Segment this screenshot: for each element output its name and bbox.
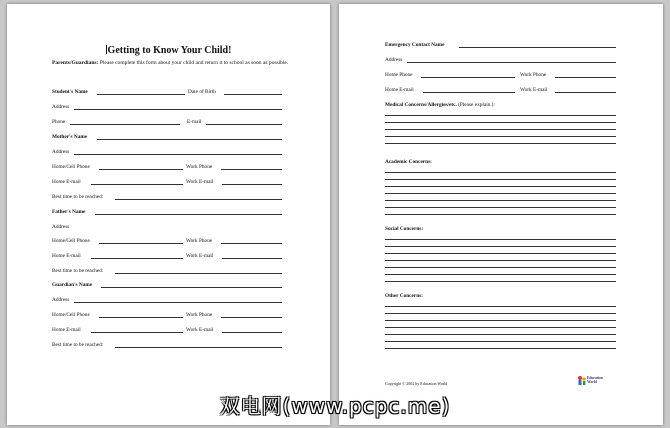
father-work-phone-line[interactable] [221, 243, 282, 244]
student-name-line[interactable] [97, 94, 185, 95]
emergency-home-phone-line[interactable] [421, 77, 515, 78]
student-email-line[interactable] [206, 124, 282, 125]
guardian-work-email-line[interactable] [222, 332, 282, 333]
academic-line[interactable] [385, 186, 616, 187]
academic-line[interactable] [385, 172, 616, 173]
father-home-email-label: Home E-mail [52, 253, 81, 259]
father-work-phone-label: Work Phone [186, 238, 213, 244]
form-page-left [7, 4, 330, 425]
father-home-cell-phone-label: Home/Cell Phone [52, 238, 90, 244]
guardian-best-time-line[interactable] [115, 347, 282, 348]
emergency-home-email-label: Home E-mail [385, 87, 414, 93]
other-line[interactable] [385, 348, 616, 349]
guardian-address-label: Address [52, 297, 70, 303]
social-line[interactable] [385, 267, 616, 268]
guardians-name-label: Guardian's Name [52, 282, 93, 288]
mother-work-phone-line[interactable] [221, 169, 282, 170]
guardian-work-phone-line[interactable] [221, 317, 282, 318]
academic-line[interactable] [385, 179, 616, 180]
student-address-label: Address [52, 104, 70, 110]
education-world-logo [576, 374, 608, 388]
emergency-work-phone-label: Work Phone [520, 72, 547, 78]
mothers-name-label: Mother's Name [52, 134, 88, 140]
emergency-contact-line[interactable] [459, 47, 616, 48]
fathers-name-label: Father's Name [52, 209, 86, 215]
other-line[interactable] [385, 306, 616, 307]
guardian-address-line[interactable] [74, 302, 282, 303]
emergency-home-email-line[interactable] [423, 92, 515, 93]
medical-line[interactable] [385, 115, 616, 116]
social-line[interactable] [385, 274, 616, 275]
medical-concerns-label: Medical Concerns/Allergies/etc. (Please explain.): [385, 102, 495, 108]
academic-line[interactable] [385, 207, 616, 208]
student-email-label: E-mail [187, 119, 202, 125]
copyright-text: Copyright © 2002 by Education World [385, 381, 448, 386]
guardian-work-email-label: Work E-mail [186, 327, 214, 333]
academic-line[interactable] [385, 193, 616, 194]
emergency-work-email-line[interactable] [555, 92, 616, 93]
academic-line[interactable] [385, 214, 616, 215]
emergency-contact-label: Emergency Contact Name [385, 42, 445, 48]
student-phone-label: Phone [52, 119, 66, 125]
academic-concerns-label: Academic Concerns: [385, 159, 432, 165]
mother-home-cell-phone-label: Home/Cell Phone [52, 164, 90, 170]
father-home-email-line[interactable] [91, 258, 183, 259]
father-best-time-label: Best time to be reached: [52, 268, 104, 274]
emergency-home-phone-label: Home Phone [385, 72, 413, 78]
emergency-address-label: Address [385, 57, 403, 63]
fathers-name-line[interactable] [95, 214, 282, 215]
social-line[interactable] [385, 239, 616, 240]
mother-work-phone-label: Work Phone [186, 164, 213, 170]
mother-best-time-line[interactable] [115, 199, 282, 200]
mothers-name-line[interactable] [97, 139, 282, 140]
guardian-work-phone-label: Work Phone [186, 312, 213, 318]
guardian-home-email-line[interactable] [91, 332, 183, 333]
father-home-cell-phone-line[interactable] [99, 243, 183, 244]
father-work-email-label: Work E-mail [186, 253, 214, 259]
social-line[interactable] [385, 260, 616, 261]
mother-work-email-label: Work E-mail [186, 179, 214, 185]
mother-work-email-line[interactable] [222, 184, 282, 185]
mother-home-email-label: Home E-mail [52, 179, 81, 185]
social-concerns-label: Social Concerns: [385, 226, 424, 232]
guardian-home-email-label: Home E-mail [52, 327, 81, 333]
form-intro: Parents/Guardians: Please complete this form about your child and return it to school as soon as possible. [52, 60, 289, 66]
student-address-line[interactable] [74, 109, 282, 110]
other-concerns-label: Other Concerns: [385, 293, 424, 299]
medical-line[interactable] [385, 143, 616, 144]
guardian-home-cell-phone-label: Home/Cell Phone [52, 312, 90, 318]
social-line[interactable] [385, 253, 616, 254]
medical-line[interactable] [385, 129, 616, 130]
form-title: Getting to Know Your Child! [107, 45, 232, 56]
father-address-label: Address [52, 224, 70, 230]
mother-home-email-line[interactable] [91, 184, 183, 185]
father-best-time-line[interactable] [115, 273, 282, 274]
other-line[interactable] [385, 313, 616, 314]
mother-address-label: Address [52, 149, 70, 155]
student-phone-line[interactable] [70, 124, 180, 125]
father-work-email-line[interactable] [222, 258, 282, 259]
emergency-work-phone-line[interactable] [555, 77, 616, 78]
emergency-address-line[interactable] [407, 62, 616, 63]
other-line[interactable] [385, 334, 616, 335]
text-cursor [106, 45, 107, 54]
guardians-name-line[interactable] [101, 287, 282, 288]
medical-line[interactable] [385, 136, 616, 137]
form-page-right [339, 4, 663, 425]
date-of-birth-line[interactable] [224, 94, 282, 95]
site-watermark: 双电网(www.pcpc.me) [219, 394, 451, 418]
other-line[interactable] [385, 320, 616, 321]
social-line[interactable] [385, 281, 616, 282]
medical-line[interactable] [385, 122, 616, 123]
academic-line[interactable] [385, 200, 616, 201]
education-world-logo-text: Education World [587, 376, 603, 384]
social-line[interactable] [385, 246, 616, 247]
mother-address-line[interactable] [74, 154, 282, 155]
guardian-home-cell-phone-line[interactable] [99, 317, 183, 318]
emergency-work-email-label: Work E-mail [520, 87, 548, 93]
other-line[interactable] [385, 341, 616, 342]
student-name-label: Student's Name [52, 89, 88, 95]
mother-best-time-label: Best time to be reached: [52, 194, 104, 200]
other-line[interactable] [385, 327, 616, 328]
mother-home-cell-phone-line[interactable] [99, 169, 183, 170]
guardian-best-time-label: Best time to be reached: [52, 342, 104, 348]
date-of-birth-label: Date of Birth [188, 89, 216, 95]
